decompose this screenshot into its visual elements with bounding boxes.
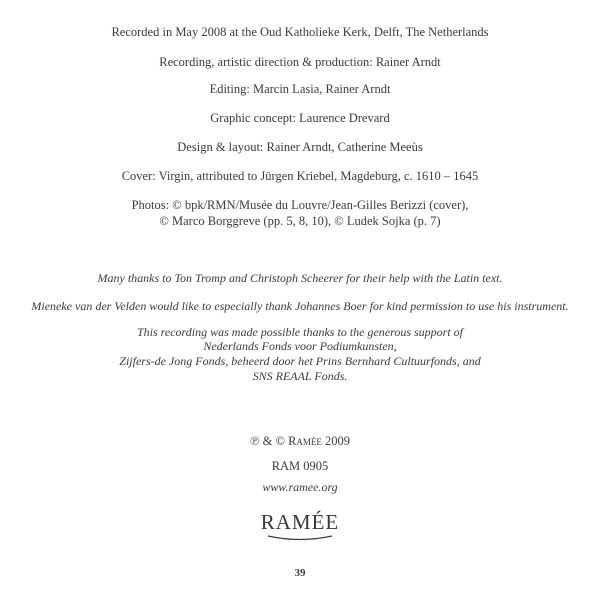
- copyright-year: 2009: [321, 434, 351, 448]
- ramee-logo: [250, 505, 350, 545]
- website-link[interactable]: www.ramee.org: [262, 480, 338, 494]
- photos-credit-line1: Photos: © bpk/RMN/Musée du Louvre/Jean-Gilles Berizzi (cover),: [131, 198, 469, 212]
- recording-location: Recorded in May 2008 at the Oud Katholieke Kerk, Delft, The Netherlands: [111, 25, 489, 39]
- cover-credit: Cover: Virgin, attributed to Jürgen Kriebel, Magdeburg, c. 1610 – 1645: [121, 169, 479, 183]
- page-number: 39: [294, 567, 306, 579]
- support-line3: Zijfers-de Jong Fonds, beheerd door het Prins Bernhard Cultuurfonds, and: [119, 354, 481, 368]
- recording-credit: Recording, artistic direction & production: Rainer Arndt: [159, 55, 441, 69]
- copyright-label-name: Ramée: [288, 434, 322, 448]
- thanks-instrument: Mieneke van der Velden would like to especially thank Johannes Boer for kind permission to use his instrument.: [31, 299, 569, 313]
- thanks-latin: Many thanks to Ton Tromp and Christoph Scheerer for their help with the Latin text.: [97, 271, 503, 285]
- copyright-notice: [0, 433, 600, 449]
- support-line2: Nederlands Fonds voor Podiumkunsten,: [203, 339, 397, 353]
- graphic-credit: Graphic concept: Laurence Drevard: [210, 111, 390, 125]
- logo-swoosh: [268, 536, 332, 540]
- photos-credit-line2: © Marco Borggreve (pp. 5, 8, 10), © Ludek Sojka (p. 7): [159, 214, 441, 228]
- editing-credit: Editing: Marcin Lasia, Rainer Arndt: [209, 82, 391, 96]
- catalog-number: RAM 0905: [271, 459, 329, 473]
- logo-text: RAMÉE: [260, 510, 340, 534]
- support-line4: SNS REAAL Fonds.: [252, 369, 348, 383]
- copyright-prefix: ℗ & ©: [249, 434, 289, 448]
- support-line1: This recording was made possible thanks to the generous support of: [137, 325, 463, 339]
- design-credit: Design & layout: Rainer Arndt, Catherine Meeùs: [177, 140, 423, 154]
